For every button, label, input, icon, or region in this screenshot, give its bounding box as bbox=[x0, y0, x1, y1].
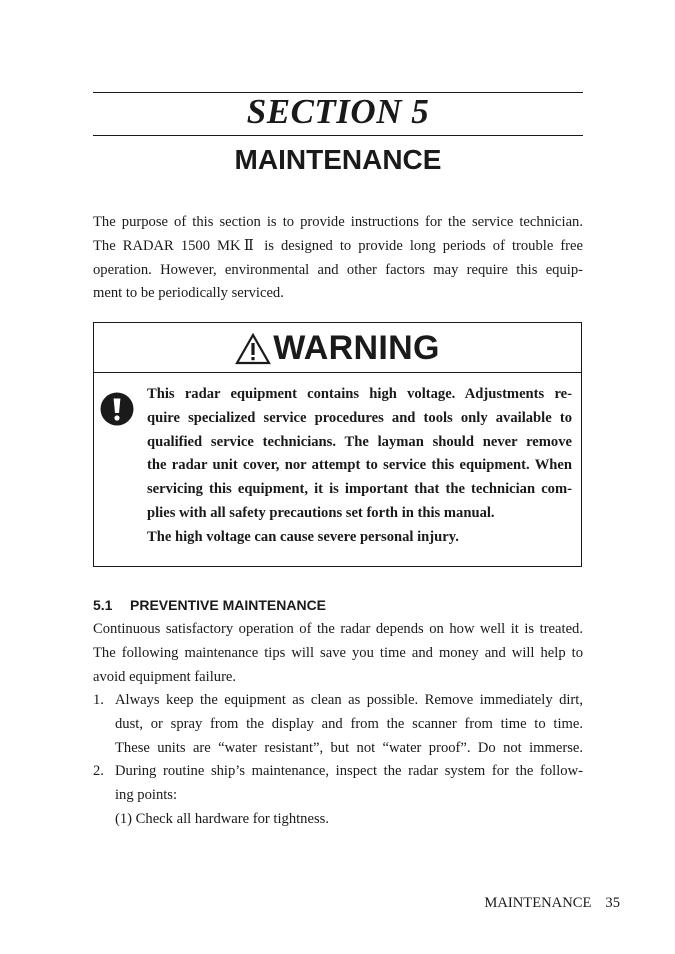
subsection-line: The following maintenance tips will save you time and money and will help to bbox=[93, 644, 583, 661]
warning-header bbox=[94, 323, 581, 373]
warning-line: quire specialized service procedures and tools only available to bbox=[147, 409, 572, 426]
footer-label: MAINTENANCE bbox=[484, 895, 592, 911]
warning-line: qualified service technicians. The layman should never remove bbox=[147, 433, 572, 450]
warning-text bbox=[147, 383, 572, 550]
list-item-line: dust, or spray from the display and from the scanner from time to time. bbox=[115, 715, 583, 732]
warning-line: the radar unit cover, nor attempt to service this equipment. When bbox=[147, 457, 572, 474]
subsection-title: PREVENTIVE MAINTENANCE bbox=[130, 597, 327, 613]
subsection-heading bbox=[93, 595, 326, 615]
page-footer bbox=[440, 893, 620, 913]
section-rule bbox=[93, 135, 583, 136]
intro-line: The purpose of this section is to provide instructions for the service technician. bbox=[93, 214, 583, 230]
warning-box bbox=[93, 322, 582, 567]
subsection-paragraph bbox=[93, 618, 583, 689]
list-item-line: (1) Check all hardware for tightness. bbox=[115, 810, 329, 827]
list-item bbox=[93, 760, 583, 832]
list-item-line: During routine ship’s maintenance, inspect the radar system for the follow- bbox=[115, 763, 583, 779]
intro-line: ment to be periodically serviced. bbox=[93, 285, 284, 302]
subsection-line: Continuous satisfactory operation of the radar depends on how well it is treated. bbox=[93, 621, 583, 637]
exclamation-icon bbox=[100, 392, 134, 426]
page-title: MAINTENANCE bbox=[234, 144, 442, 175]
warning-triangle-icon bbox=[235, 333, 271, 365]
subsection-number: 5.1 bbox=[93, 597, 113, 613]
list-item-body bbox=[115, 760, 583, 831]
list-item-number: 2. bbox=[93, 763, 104, 779]
list-item-line: These units are “water resistant”, but not “water proof”. Do not immerse. bbox=[115, 739, 583, 756]
list-item bbox=[93, 689, 583, 761]
list-item-body bbox=[115, 689, 583, 760]
list-item-line: Always keep the equipment as clean as possible. Remove immediately dirt, bbox=[115, 692, 583, 708]
intro-paragraph bbox=[93, 211, 583, 306]
warning-line: plies with all safety precautions set forth in this manual. bbox=[147, 504, 495, 521]
list-item-line: ing points: bbox=[115, 786, 178, 803]
page-number: 35 bbox=[605, 895, 620, 911]
section-heading: SECTION 5 bbox=[246, 92, 430, 131]
intro-line: The RADAR 1500 MKⅡ is designed to provide long periods of trouble free bbox=[93, 237, 583, 254]
list-item-number: 1. bbox=[93, 692, 104, 708]
subsection-line: avoid equipment failure. bbox=[93, 668, 237, 685]
warning-heading: WARNING bbox=[273, 328, 440, 367]
warning-line: The high voltage can cause severe personal injury. bbox=[147, 528, 459, 545]
warning-line: This radar equipment contains high voltage. Adjustments re- bbox=[147, 386, 572, 402]
warning-line: servicing this equipment, it is important that the technician com- bbox=[147, 481, 572, 498]
intro-line: operation. However, environmental and other factors may require this equip- bbox=[93, 261, 583, 278]
